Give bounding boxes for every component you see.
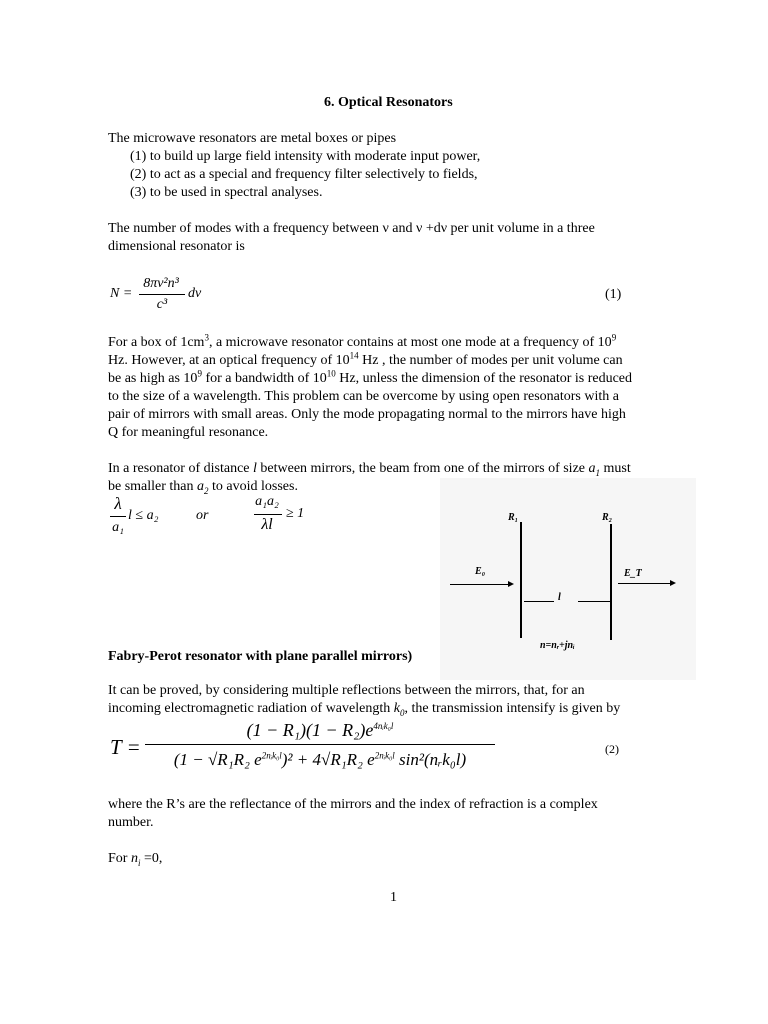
box-sup: 14 (349, 350, 359, 361)
box-text: Hz. However, at an optical frequency of 10 (108, 353, 350, 368)
tail-text: For (108, 851, 131, 866)
eq2-num-exp: 4nᵢk₀l (373, 721, 394, 731)
distance-line-left (524, 601, 554, 602)
intro-item-3: (3) to be used in spectral analyses. (130, 185, 323, 200)
fp-line-2 (108, 700, 620, 717)
label-index: n=nᵣ+jnᵢ (540, 640, 575, 651)
section-heading: Fabry-Perot resonator with plane parallel mirrors) (108, 649, 413, 664)
eq2-num-text: (1 − R₁)(1 − R₂)e (246, 720, 374, 740)
box-text: Hz, unless the dimension of the resonator is reduced (335, 371, 633, 386)
label-l: l (558, 592, 561, 603)
eq1-fraction-bar (139, 294, 185, 295)
mirror-r1 (520, 522, 522, 638)
mirror-r2 (610, 524, 612, 640)
tail-line-3 (108, 850, 162, 867)
box-sup: 9 (197, 368, 202, 379)
box-line-5: pair of mirrors with small areas. Only the mode propagating normal to the mirrors have high (108, 407, 626, 422)
fp-text: incoming electromagnetic radiation of wavelength (108, 701, 394, 716)
cond-or: or (196, 508, 209, 523)
box-text: for a bandwidth of 10 (201, 371, 327, 386)
box-sup: 3 (204, 332, 209, 343)
box-text: be as high as 10 (108, 371, 198, 386)
eq2-number: (2) (605, 742, 619, 756)
cond1-numerator: λ (114, 494, 122, 513)
cond1-denominator: a₁ (112, 520, 124, 535)
eq2-den-exp: 2nᵢk₀l (374, 750, 395, 761)
tail-text: =0, (140, 851, 163, 866)
distance-line-right (578, 601, 610, 602)
box-text: For a box of 1cm (108, 335, 205, 350)
eq1-lhs: N = (110, 286, 133, 301)
box-sup: 10 (326, 368, 336, 379)
modes-line-2: dimensional resonator is (108, 239, 245, 254)
intro-item-1: (1) to build up large field intensity with moderate input power, (130, 149, 481, 164)
mirror-text: between mirrors, the beam from one of the mirrors of size (256, 461, 589, 476)
incident-arrow-head (508, 581, 514, 587)
box-line-6: Q for meaningful resonance. (108, 425, 269, 440)
mirror-sub: 1 (595, 467, 601, 478)
tail-line-2: number. (108, 815, 154, 830)
mirror-line-1 (108, 460, 631, 477)
box-line-2 (108, 352, 623, 369)
label-et: E_T (624, 568, 642, 579)
eq1-tail: dν (188, 286, 202, 301)
eq2-den-text: sin²(nᵣk₀l) (394, 750, 467, 769)
eq2-den-text: )² + 4√R₁R₂ e (281, 750, 375, 769)
tail-sub: i (137, 857, 141, 868)
mirror-text: to avoid losses. (208, 479, 298, 494)
box-line-3 (108, 370, 632, 387)
box-text: Hz , the number of modes per unit volume can (358, 353, 623, 368)
box-line-1 (108, 334, 616, 351)
page-number: 1 (390, 890, 397, 905)
eq2-fraction-bar (145, 744, 495, 745)
mirror-text: In a resonator of distance (108, 461, 253, 476)
mirror-var: a (588, 461, 596, 476)
mirror-line-2 (108, 478, 298, 495)
cond1-fraction-bar (110, 516, 126, 517)
mirror-text: must (600, 461, 631, 476)
eq1-number: (1) (605, 287, 622, 302)
fp-sub: 0 (399, 707, 405, 718)
intro-lead: The microwave resonators are metal boxes or pipes (108, 131, 397, 146)
label-r1: R₁ (508, 512, 519, 523)
box-sup: 9 (611, 332, 617, 343)
eq2-lhs: T = (110, 735, 141, 759)
intro-item-2: (2) to act as a special and frequency filter selectively to fields, (130, 167, 478, 182)
cond1-tail: l ≤ a₂ (128, 508, 159, 523)
transmitted-arrow-head (670, 580, 676, 586)
label-e0: E₀ (475, 566, 486, 577)
modes-line-1: The number of modes with a frequency between ν and ν +dν per unit volume in a three (108, 221, 595, 236)
fp-var: k (393, 701, 400, 716)
eq2-numerator (145, 720, 495, 741)
cond2-denominator: λl (261, 516, 273, 533)
label-r2: R₂ (602, 512, 613, 523)
eq2-den-exp: 2nᵢk₀l (261, 750, 282, 761)
box-line-4: to the size of a wavelength. This problem can be overcome by using open resonators with a (108, 389, 619, 404)
tail-line-1: where the R’s are the reflectance of the mirrors and the index of refraction is a complex (108, 797, 598, 812)
cond2-tail: ≥ 1 (286, 506, 305, 521)
incident-arrow-line (450, 584, 508, 585)
mirror-var: a (197, 479, 205, 494)
page-title: 6. Optical Resonators (324, 95, 453, 110)
box-text: , a microwave resonator contains at most one mode at a frequency of 10 (208, 335, 612, 350)
mirror-text: be smaller than (108, 479, 198, 494)
transmitted-arrow-line (618, 583, 670, 584)
mirror-var: l (253, 461, 257, 476)
eq1-denominator: c³ (156, 297, 168, 312)
fp-text: , the transmission intensify is given by (404, 701, 621, 716)
tail-var: n (130, 851, 138, 866)
eq2-den-text: (1 − √R₁R₂ e (173, 750, 262, 769)
cond2-numerator: a₁a₂ (255, 494, 279, 509)
fp-line-1: It can be proved, by considering multiple reflections between the mirrors, that, for an (108, 683, 585, 698)
eq2-denominator (140, 750, 500, 770)
cond2-fraction-bar (254, 514, 282, 515)
eq1-numerator: 8πν²n³ (143, 276, 179, 291)
mirror-sub: 2 (204, 485, 209, 496)
